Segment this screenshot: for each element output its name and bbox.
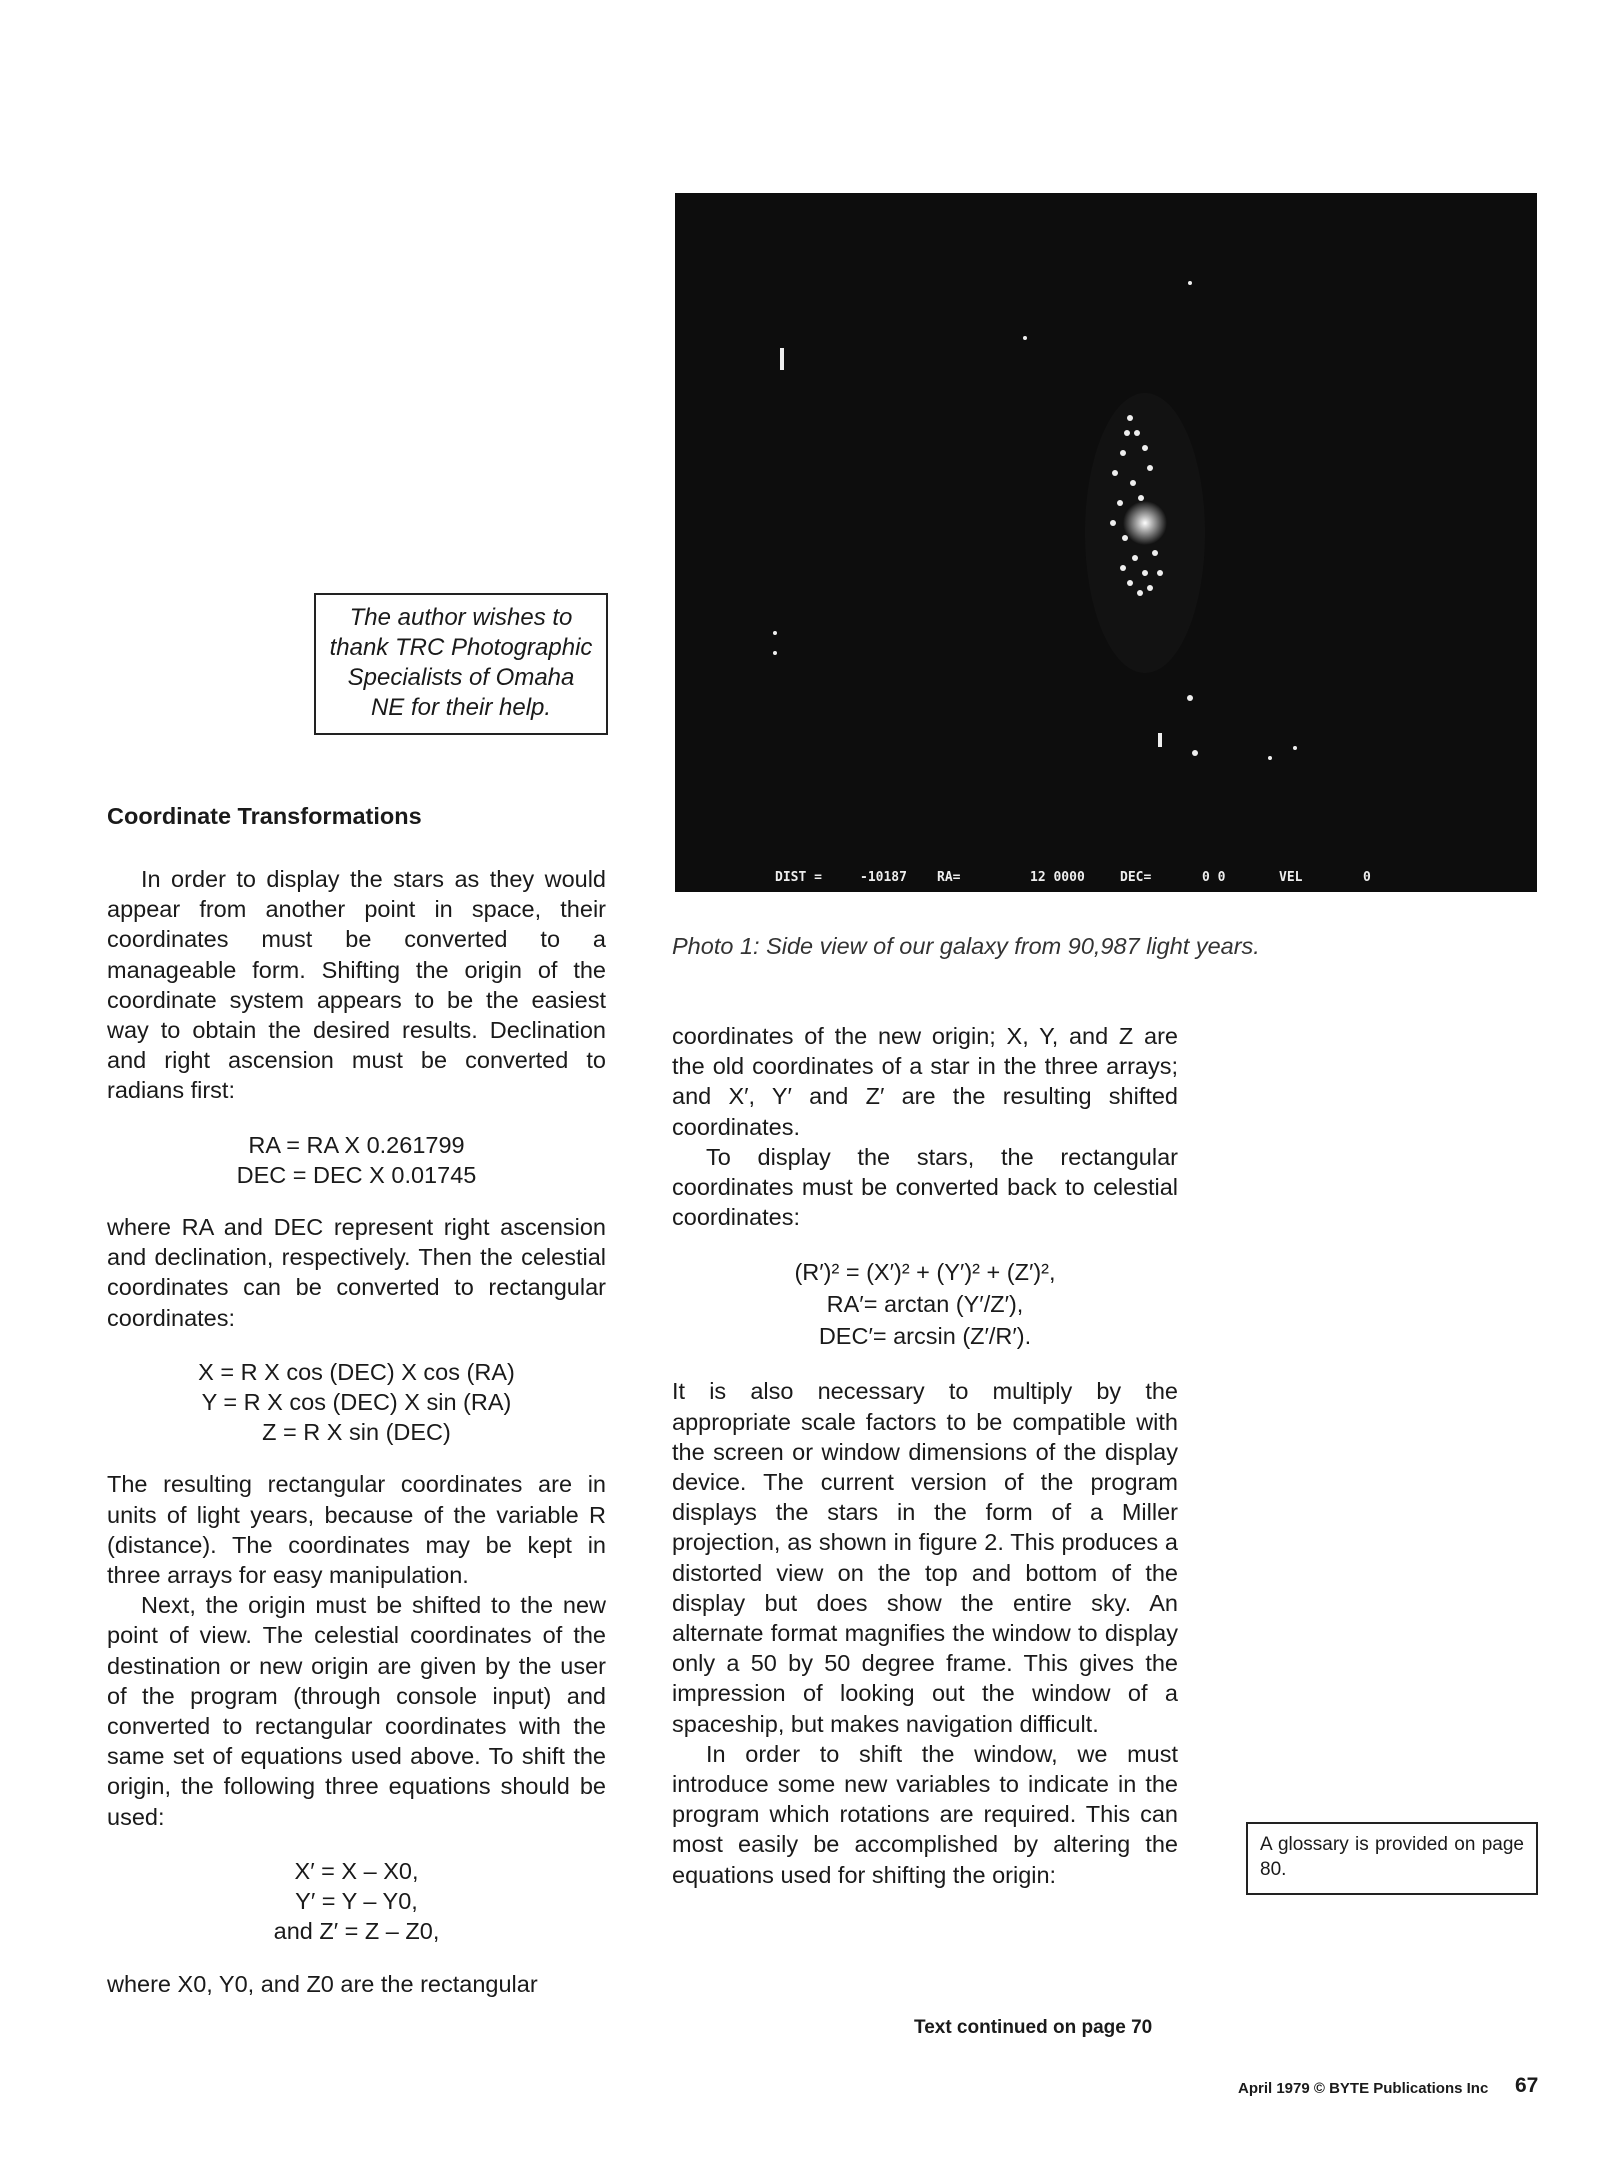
right-paragraph-1: coordinates of the new origin; X, Y, and Z are the old coordinates of a star in the three arrays; and X′, Y′ and Z′ are the resulting shifted coordinates. <box>672 1023 1178 1140</box>
equation-y-shift: Y′ = Y – Y0, <box>295 1888 418 1915</box>
equation-dec-prime: DEC′= arcsin (Z′/R′). <box>818 1323 1032 1350</box>
equation-x-shift: X′ = X – X0, <box>294 1857 419 1884</box>
glossary-box <box>1246 1822 1538 1895</box>
dist-value: -10187 <box>860 870 907 885</box>
left-column <box>107 864 606 1999</box>
left-paragraph-4: Next, the origin must be shifted to the new point of view. The celestial coordinates of the destination or new origin are given by the user of the program (through console input) and converted to rectangular coordinates with the same set of equations used above. To shift the origin, the following three equations should be used: <box>107 1592 606 1830</box>
vel-label: VEL <box>1279 870 1303 885</box>
right-paragraph-3: It is also necessary to multiply by the appropriate scale factors to be compatible with the screen or window dimensions of the display device. The current version of the program displays the stars in the form of a Miller projection, as shown in figure 2. This produces a distorted view on the top and bottom of the display but does show the entire sky. An alternate format magnifies the window to display only a 50 by 50 degree frame. This gives the impression of looking out the window of a spaceship, but makes navigation difficult. <box>672 1378 1178 1737</box>
author-acknowledgment-box <box>314 593 608 735</box>
left-paragraph-3: The resulting rectangular coordinates are in units of light years, because of the variable R (distance). The coordinates may be kept in three arrays for easy manipulation. <box>107 1471 606 1589</box>
author-acknowledgment-text: The author wishes to thank TRC Photographic Specialists of Omaha NE for their help. <box>329 604 593 721</box>
dec-value: 0 0 <box>1202 870 1226 885</box>
text-continued-note: Text continued on page 70 <box>914 2017 1153 2038</box>
shift-equations <box>107 1856 606 1947</box>
photo-caption: Photo 1: Side view of our galaxy from 90,987 light years. <box>672 933 1260 959</box>
equation-ra: RA = RA X 0.261799 <box>248 1131 465 1158</box>
equation-x: X = R X cos (DEC) X cos (RA) <box>198 1358 515 1385</box>
section-heading: Coordinate Transformations <box>107 803 422 829</box>
equation-z-shift: and Z′ = Z – Z0, <box>273 1918 440 1945</box>
equation-dec: DEC = DEC X 0.01745 <box>236 1161 477 1188</box>
equation-r: (R′)² = (X′)² + (Y′)² + (Z′)², <box>794 1259 1056 1286</box>
right-paragraph-2: To display the stars, the rectangular coordinates must be converted back to celestial coordinates: <box>672 1143 1178 1231</box>
right-column <box>672 1021 1178 1890</box>
dist-label: DIST = <box>775 870 822 885</box>
galaxy-stars-image <box>675 193 1537 892</box>
galaxy-photo <box>675 193 1537 892</box>
radians-equations <box>107 1130 606 1190</box>
footer-credit: April 1979 © BYTE Publications Inc <box>1238 2080 1489 2097</box>
ra-label: RA= <box>937 870 961 885</box>
left-paragraph-1: In order to display the stars as they would appear from another point in space, their coordinates must be converted to a manageable form. Shifting the origin of the coordinate system appears to be the easiest way to obtain the desired results. Declination and right ascension must be converted to radians first: <box>107 866 606 1104</box>
equation-ra-prime: RA′= arctan (Y′/Z′), <box>826 1291 1024 1318</box>
equation-y: Y = R X cos (DEC) X sin (RA) <box>201 1389 512 1416</box>
left-paragraph-2: where RA and DEC represent right ascension and declination, respectively. Then the celestial coordinates can be converted to rectangular coordinates: <box>107 1214 606 1331</box>
celestial-equations <box>672 1256 1178 1352</box>
vel-value: 0 <box>1363 870 1371 885</box>
page-number: 67 <box>1515 2074 1539 2097</box>
rectangular-equations <box>107 1357 606 1448</box>
left-paragraph-5: where X0, Y0, and Z0 are the rectangular <box>107 1970 538 1997</box>
ra-value: 12 0000 <box>1030 870 1085 885</box>
right-paragraph-4: In order to shift the window, we must introduce some new variables to indicate in the program which rotations are required. This can most easily be accomplished by altering the equations used for shifting the origin: <box>672 1740 1178 1888</box>
glossary-text: A glossary is provided on page 80. <box>1260 1834 1524 1880</box>
dec-label: DEC= <box>1120 870 1152 885</box>
equation-z: Z = R X sin (DEC) <box>262 1419 451 1446</box>
